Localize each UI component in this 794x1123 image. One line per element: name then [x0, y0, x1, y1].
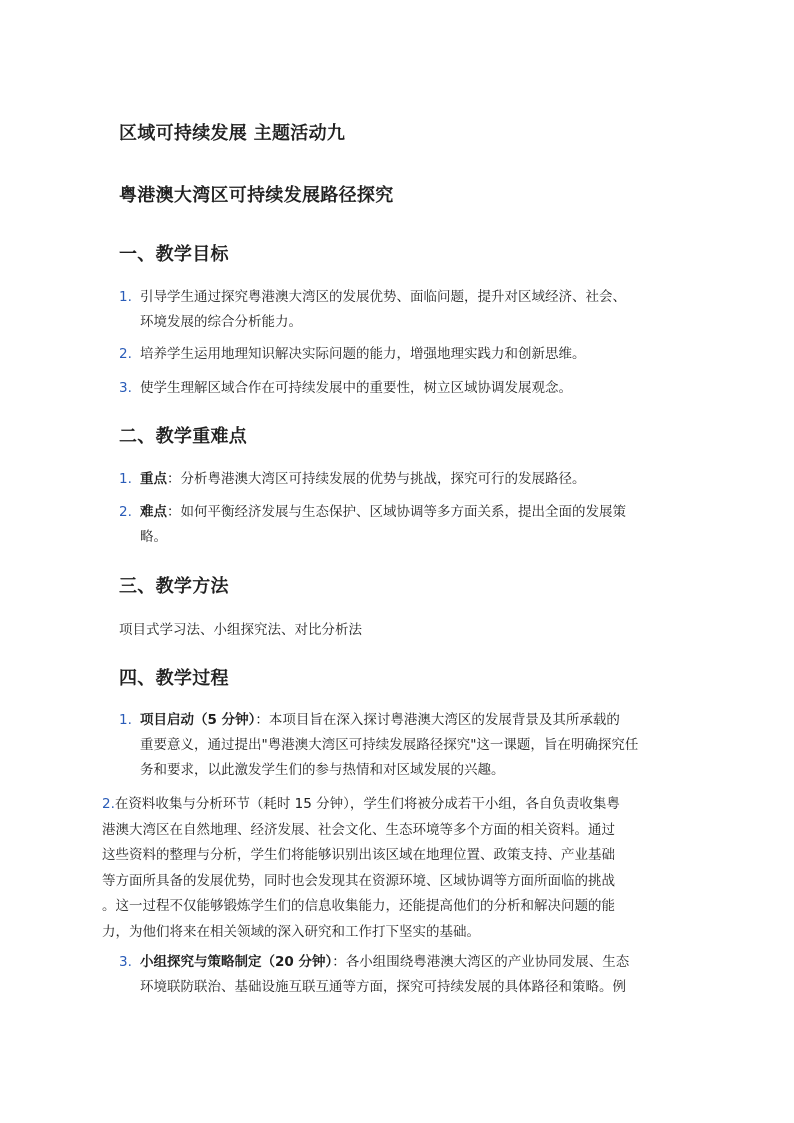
list-number: 3.	[119, 380, 132, 396]
list-number: 1.	[119, 289, 132, 305]
list-text: 这些资料的整理与分析，学生们将能够识别出该区域在地理位置、政策支持、产业基础	[102, 847, 615, 863]
process-label: 小组探究与策略制定（20 分钟）	[140, 954, 333, 970]
keypoint-item-1	[119, 467, 679, 492]
list-text: 培养学生运用地理知识解决实际问题的能力，增强地理实践力和创新思维。	[140, 346, 586, 362]
list-number: 3.	[119, 954, 132, 970]
list-number: 2.	[119, 504, 132, 520]
list-number: 2.	[119, 346, 132, 362]
list-text: 重要意义，通过提出"粤港澳大湾区可持续发展路径探究"这一课题，旨在明确探究任	[140, 737, 639, 753]
goal-item-2	[119, 342, 679, 367]
methods-text: 项目式学习法、小组探究法、对比分析法	[119, 622, 362, 638]
keypoint-label: 重点	[140, 471, 167, 487]
process-item-2	[102, 792, 672, 945]
section-heading-goals: 一、教学目标	[119, 244, 229, 265]
section-heading-process: 四、教学过程	[119, 668, 229, 689]
list-text: 港澳大湾区在自然地理、经济发展、社会文化、生态环境等多个方面的相关资料。通过	[102, 821, 615, 838]
process-item-3	[119, 950, 679, 1000]
list-number: 2.	[102, 796, 115, 812]
list-text: 务和要求，以此激发学生们的参与热情和对区域发展的兴趣。	[140, 762, 505, 778]
list-text: ：如何平衡经济发展与生态保护、区域协调等多方面关系，提出全面的发展策	[167, 504, 626, 520]
section-heading-methods: 三、教学方法	[119, 576, 229, 597]
list-text: 等方面所具备的发展优势，同时也会发现其在资源环境、区域协调等方面所面临的挑战	[102, 872, 615, 889]
list-text: 在资料收集与分析环节（耗时 15 分钟），学生们将被分成若干小组，各自负责收集粤	[114, 796, 620, 812]
process-item-1	[119, 708, 679, 783]
list-text: 引导学生通过探究粤港澳大湾区的发展优势、面临问题，提升对区域经济、社会、	[140, 289, 626, 305]
list-text: 使学生理解区域合作在可持续发展中的重要性，树立区域协调发展观念。	[140, 380, 572, 396]
list-text: ：本项目旨在深入探讨粤港澳大湾区的发展背景及其所承载的	[255, 712, 620, 728]
keypoint-label: 难点	[140, 504, 167, 520]
document-subtitle: 粤港澳大湾区可持续发展路径探究	[119, 185, 394, 206]
list-number: 1.	[119, 471, 132, 487]
list-text: 力，为他们将来在相关领域的深入研究和工作打下坚实的基础。	[102, 923, 480, 940]
list-text: ：各小组围绕粤港澳大湾区的产业协同发展、生态	[332, 954, 630, 970]
keypoint-item-2	[119, 500, 679, 550]
list-text: 环境联防联治、基础设施互联互通等方面，探究可持续发展的具体路径和策略。例	[140, 979, 626, 995]
document-title: 区域可持续发展 主题活动九	[119, 123, 346, 144]
list-text: 。这一过程不仅能够锻炼学生们的信息收集能力，还能提高他们的分析和解决问题的能	[102, 898, 615, 914]
section-heading-keypoints: 二、教学重难点	[119, 426, 248, 447]
list-text: 环境发展的综合分析能力。	[140, 314, 302, 330]
goal-item-3	[119, 376, 679, 401]
list-text: 略。	[140, 529, 167, 545]
list-number: 1.	[119, 712, 132, 728]
process-label: 项目启动（5 分钟）	[140, 712, 256, 728]
list-text: ：分析粤港澳大湾区可持续发展的优势与挑战，探究可行的发展路径。	[167, 471, 586, 487]
goal-item-1	[119, 285, 679, 335]
